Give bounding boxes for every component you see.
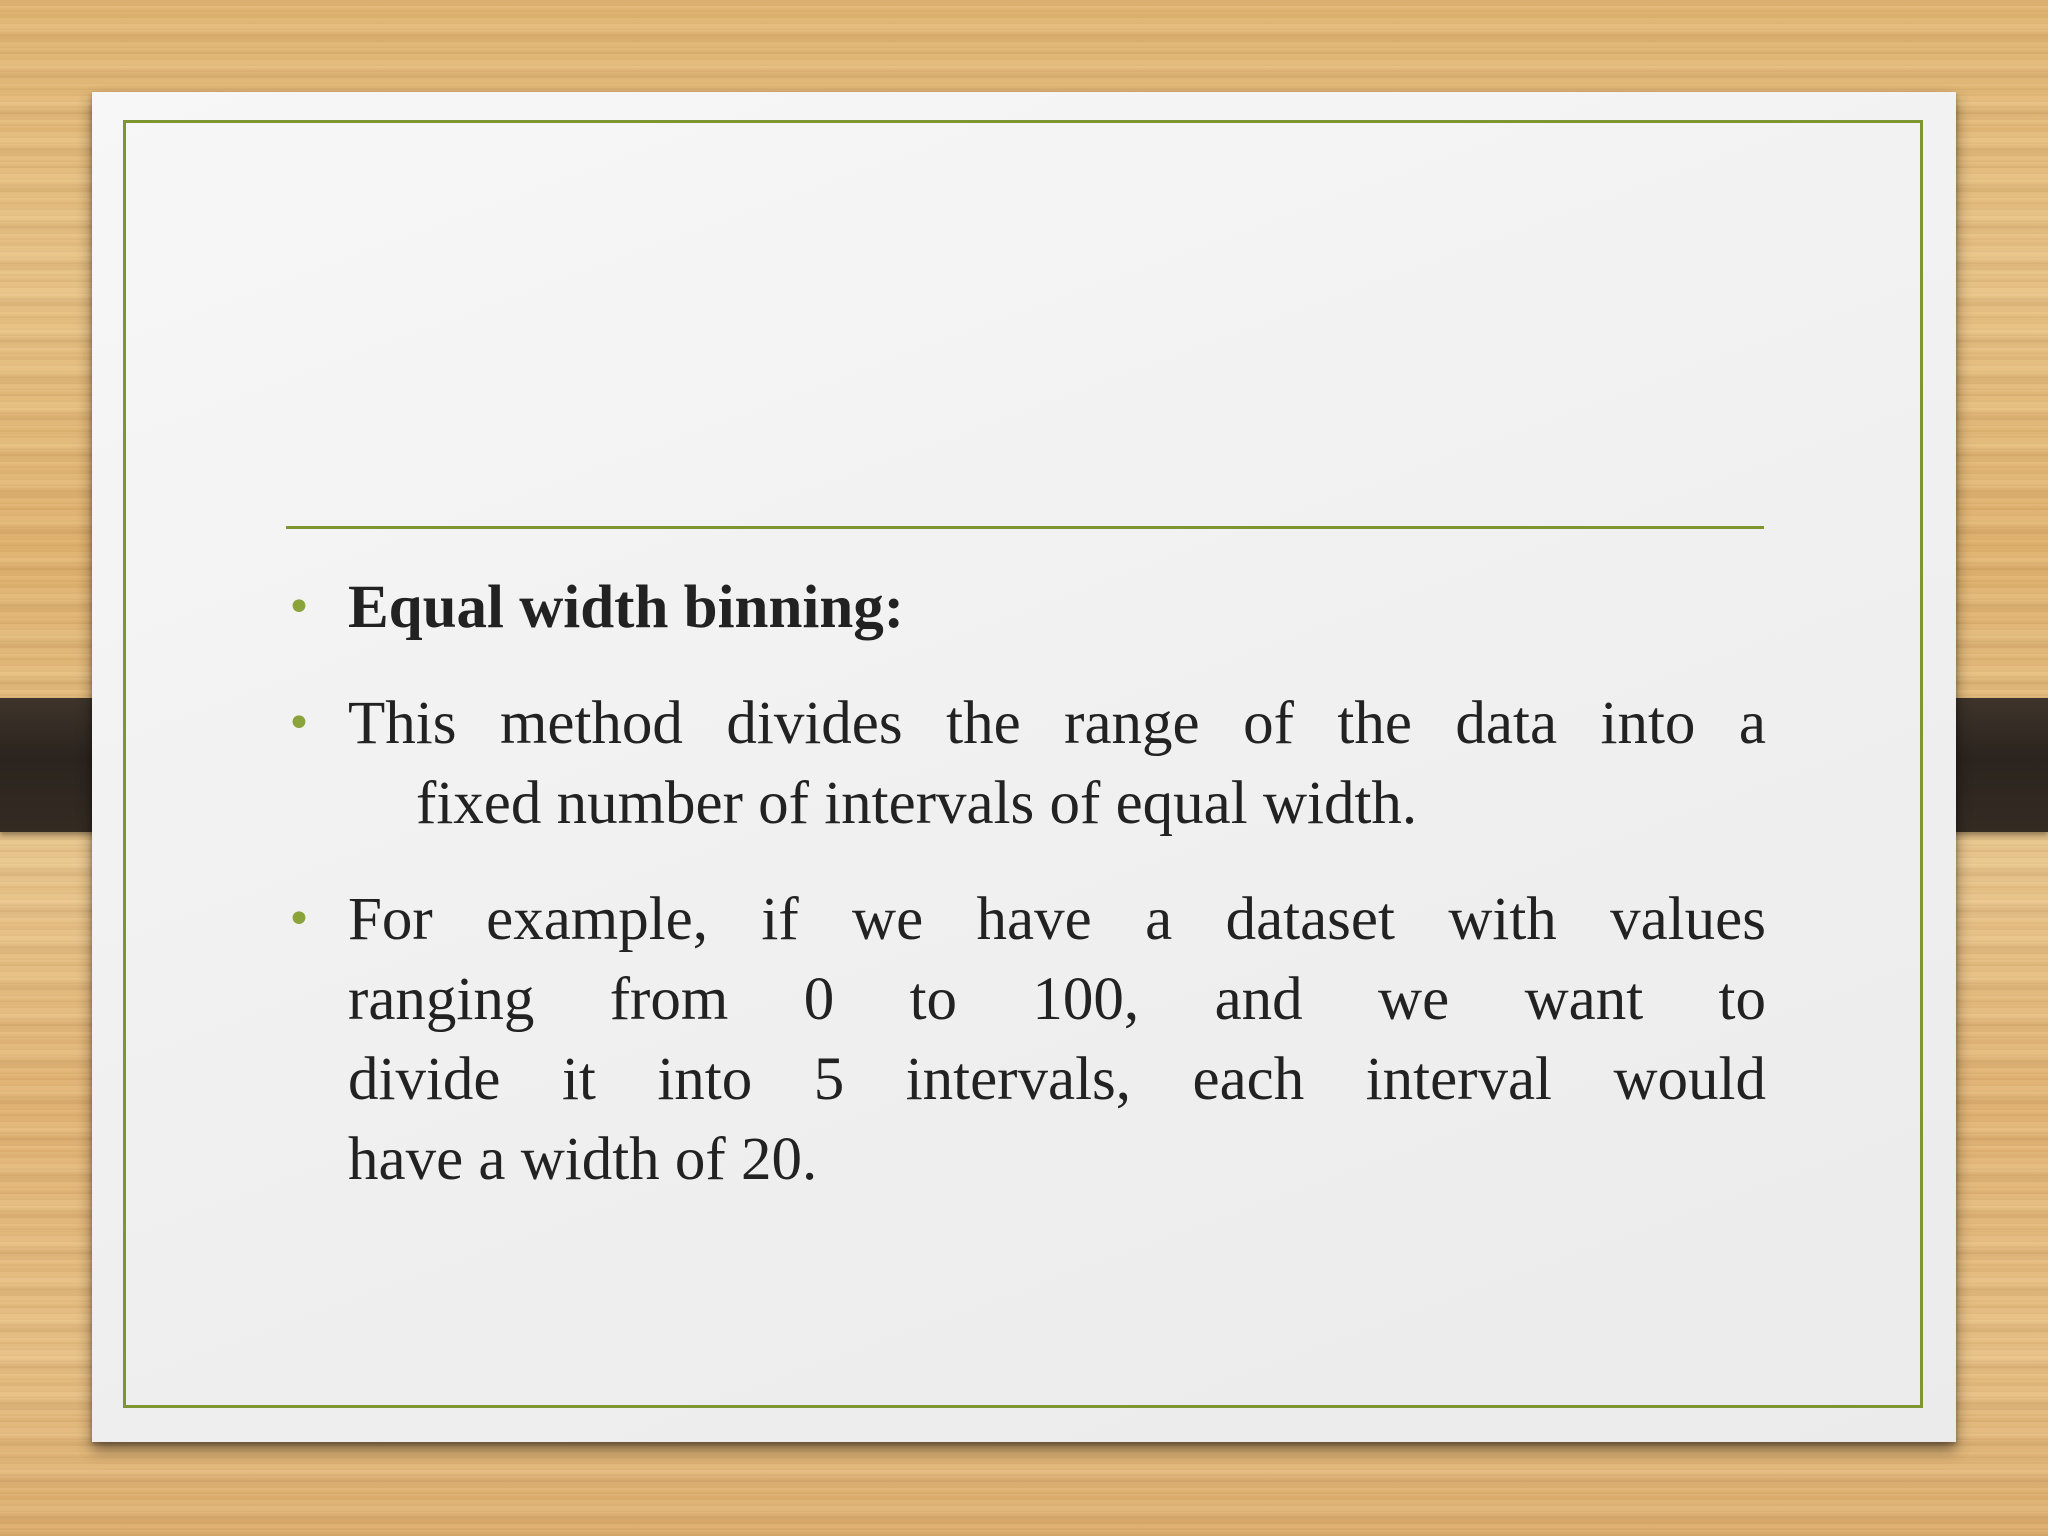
bullet-line: This method divides the range of the data into a bbox=[348, 690, 1766, 757]
bullet-line: have a width of 20. bbox=[348, 1126, 818, 1193]
bullet-line: divide it into 5 intervals, each interval would bbox=[348, 1046, 1766, 1113]
bullet-line: fixed number of intervals of equal width. bbox=[416, 770, 1418, 837]
bullet-dot-icon: • bbox=[286, 582, 312, 633]
bullet-item-example bbox=[286, 880, 1766, 1200]
bullet-dot-icon: • bbox=[286, 894, 312, 945]
bullet-item-definition bbox=[286, 684, 1766, 844]
bullet-dot-icon: • bbox=[286, 698, 312, 749]
bullet-item-heading bbox=[286, 568, 1766, 648]
bullet-heading-text: Equal width binning: bbox=[348, 574, 905, 641]
bullet-list bbox=[286, 568, 1766, 1236]
title-divider bbox=[286, 526, 1764, 529]
bullet-line: For example, if we have a dataset with values bbox=[348, 886, 1766, 953]
bullet-line: ranging from 0 to 100, and we want to bbox=[348, 966, 1766, 1033]
